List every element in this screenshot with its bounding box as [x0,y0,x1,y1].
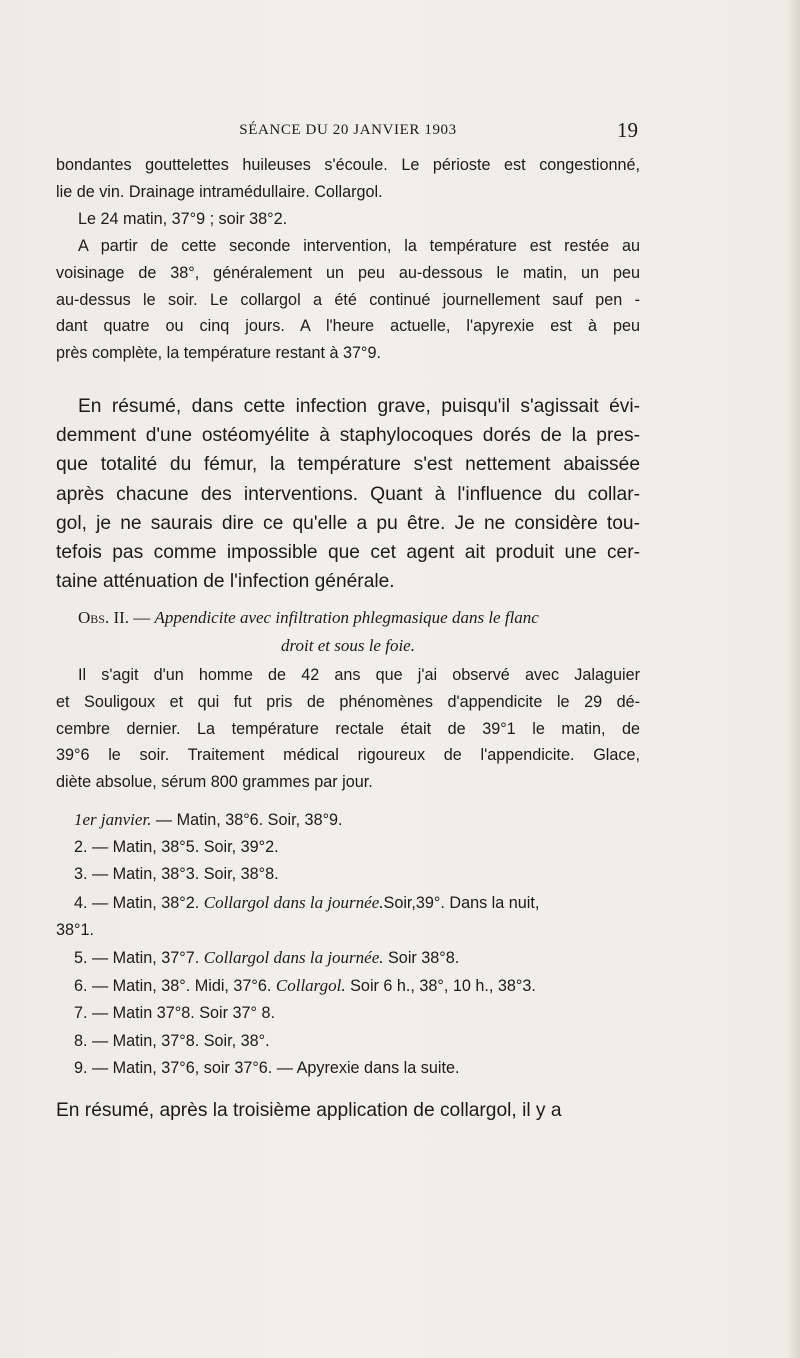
observation-heading [56,604,640,660]
observation-label: Obs. II. [78,608,130,627]
page-edge-shadow [786,0,800,1358]
text-line: Il s'agit d'un homme de 42 ans que j'ai observé avec Jalaguier [78,666,640,684]
text-line: dant quatre ou cinq jours. A l'heure actuelle, l'apyrexie est à peu [56,317,640,336]
log-entry-text: 5. — Matin, 37°7. [74,949,204,968]
observation-title-continued: droit et sous le foie. [281,636,415,655]
text-line: taine atténuation de l'infection générale. [56,571,395,593]
log-entry-text: Soir 38°8. [383,949,460,968]
text-line: lie de vin. Drainage intramédullaire. Collargol. [56,182,383,201]
observation-dash: — [129,608,155,627]
log-entry [56,972,640,1000]
log-entry-note: Collargol dans la journée. [203,948,384,968]
log-entry-note: Collargol. [275,976,346,996]
log-entry: 3. — Matin, 38°3. Soir, 38°8. [74,865,279,884]
text-line: au-dessus le soir. Le collargol a été continué journellement sauf pen - [56,290,640,309]
log-entry [56,806,640,834]
log-entry-text: Soir,39°. Dans la nuit, [383,893,540,912]
text-line: que totalité du fémur, la température s'est nettement abaissée [56,454,640,476]
log-entry [56,889,640,917]
log-entry-text: 6. — Matin, 38°. Midi, 37°6. [74,977,276,996]
text-line: près complète, la température restant à 37°9. [56,344,381,363]
page-number: 19 [617,118,638,142]
text-line: En résumé, dans cette infection grave, puisqu'il s'agissait évi- [78,396,640,417]
log-entry: 2. — Matin, 38°5. Soir, 39°2. [74,838,279,857]
observation-title: Appendicite avec infiltration phlegmasique dans le flanc [154,608,539,627]
log-entry-note: Collargol dans la journée. [203,892,384,912]
text-line: voisinage de 38°, généralement un peu au-dessous le matin, un peu [56,263,640,282]
paragraph-after-intervention [56,233,640,367]
paragraph-continuation [56,152,640,206]
text-line: tefois pas comme impossible que cet agent ait produit une cer- [56,542,640,564]
log-entry: 7. — Matin 37°8. Soir 37° 8. [74,1004,276,1023]
log-entry-text: Soir 6 h., 38°, 10 h., 38°3. [345,977,536,996]
log-entry-date: 1er janvier. [74,810,152,829]
text-line: A partir de cette seconde intervention, la température est restée au [78,237,640,255]
observation-heading-line [56,604,640,632]
log-entry-text: 4. — Matin, 38°2. [74,893,204,912]
text-line: bondantes gouttelettes huileuses s'écoule. Le périoste est congestionné, [56,156,640,174]
log-entry [56,944,640,972]
log-entry-continuation: 38°1. [56,920,94,939]
text-line: diète absolue, sérum 800 grammes par jour. [56,773,373,792]
log-entry: 8. — Matin, 37°8. Soir, 38°. [74,1031,270,1050]
running-title: SÉANCE DU 20 JANVIER 1903 [239,122,457,138]
log-entry: 9. — Matin, 37°6, soir 37°6. — Apyrexie dans la suite. [74,1058,460,1077]
text-line: gol, je ne saurais dire ce qu'elle a pu être. Je ne considère tou- [56,512,640,534]
text-line: et Souligoux et qui fut pris de phénomènes d'appendicite le 29 dé- [56,692,640,711]
text-line: Le 24 matin, 37°9 ; soir 38°2. [78,210,288,228]
paragraph-temperature-24 [56,206,640,233]
running-head [56,118,640,144]
paragraph-case-description [56,662,640,796]
text-line: cembre dernier. La température rectale était de 39°1 le matin, de [56,719,640,738]
paragraph-summary [56,392,640,596]
log-entry-text: — Matin, 38°6. Soir, 38°9. [151,811,343,829]
paragraph-final-summary [56,1096,640,1125]
text-line: 39°6 le soir. Traitement médical rigoureux de l'appendicite. Glace, [56,746,640,765]
daily-temperature-log [56,806,640,1082]
text-line: demment d'une ostéomyélite à staphylocoques dorés de la pres- [56,425,640,447]
text-line: En résumé, après la troisième application de collargol, il y a [56,1100,562,1121]
text-line: après chacune des interventions. Quant à l'influence du collar- [56,483,640,505]
